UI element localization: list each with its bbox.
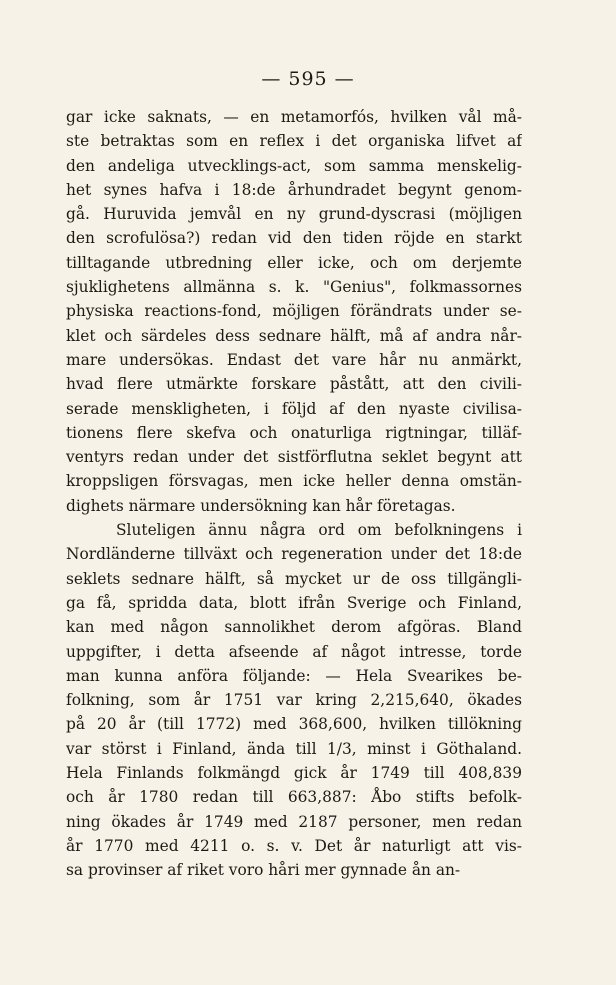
text-line: den andeliga utvecklings-act, som samma menskelig- [66,156,522,175]
text-line: man kunna anföra följande: — Hela Svearikes be- [66,666,522,685]
text-line: kroppsligen försvagas, men icke heller denna omstän- [66,472,522,491]
text-line: på 20 år (till 1772) med 368,600, hvilken tillökning [66,715,522,734]
text-line: physiska reactions-fond, möjligen förändrats under se- [66,302,522,321]
page-number: — 595 — [261,68,355,90]
text-line: den scrofulösa?) redan vid den tiden röjde en starkt [66,229,522,248]
text-line: sa provinser af riket voro håri mer gynnade ån an- [66,861,461,880]
text-line: tionens flere skefva och onaturliga rigtningar, tilläf- [66,423,522,442]
text-line: ning ökades år 1749 med 2187 personer, men redan [66,812,522,831]
text-line: dighets närmare undersökning kan hår företagas. [66,496,456,515]
text-line: Sluteligen ännu några ord om befolkningens i [116,521,522,540]
text-line: mare undersökas. Endast det vare hår nu anmärkt, [66,350,522,369]
text-line: tilltagande utbredning eller icke, och om derjemte [66,253,522,272]
text-line: folkning, som år 1751 var kring 2,215,640, ökades [66,691,522,710]
text-line: ste betraktas som en reflex i det organiska lifvet af [66,132,522,151]
text-line: klet och särdeles dess sednare hälft, må af andra når- [66,326,522,345]
text-line: ventyrs redan under det sistförflutna seklet begynt att [66,448,522,467]
text-line: ga få, spridda data, blott ifrån Sverige och Finland, [66,593,522,612]
body-text [66,105,522,883]
text-line: gar icke saknats, — en metamorfós, hvilken vål må- [66,108,522,126]
text-line: gå. Huruvida jemvål en ny grund-dyscrasi (möjligen [66,205,522,224]
text-line: Nordländerne tillväxt och regeneration under det 18:de [66,545,522,564]
text-line: seklets sednare hälft, så mycket ur de oss tillgängli- [66,569,522,588]
text-line: år 1770 med 4211 o. s. v. Det år naturligt att vis- [66,836,522,855]
text-line: kan med någon sannolikhet derom afgöras. Bland [66,618,522,637]
text-line: hvad flere utmärkte forskare påstått, att den civili- [66,375,522,394]
text-line: Hela Finlands folkmängd gick år 1749 till 408,839 [66,764,522,783]
text-line: sjuklighetens allmänna s. k. "Genius", folkmassornes [66,278,522,297]
text-line: var störst i Finland, ända till 1/3, minst i Göthaland. [66,739,522,758]
text-line: serade menskligheten, i följd af den nyaste civilisa- [66,399,522,418]
text-line: het synes hafva i 18:de århundradet begynt genom- [66,180,522,199]
text-line: och år 1780 redan till 663,887: Åbo stifts befolk- [66,788,522,807]
text-line: uppgifter, i detta afseende af något intresse, torde [66,642,522,661]
